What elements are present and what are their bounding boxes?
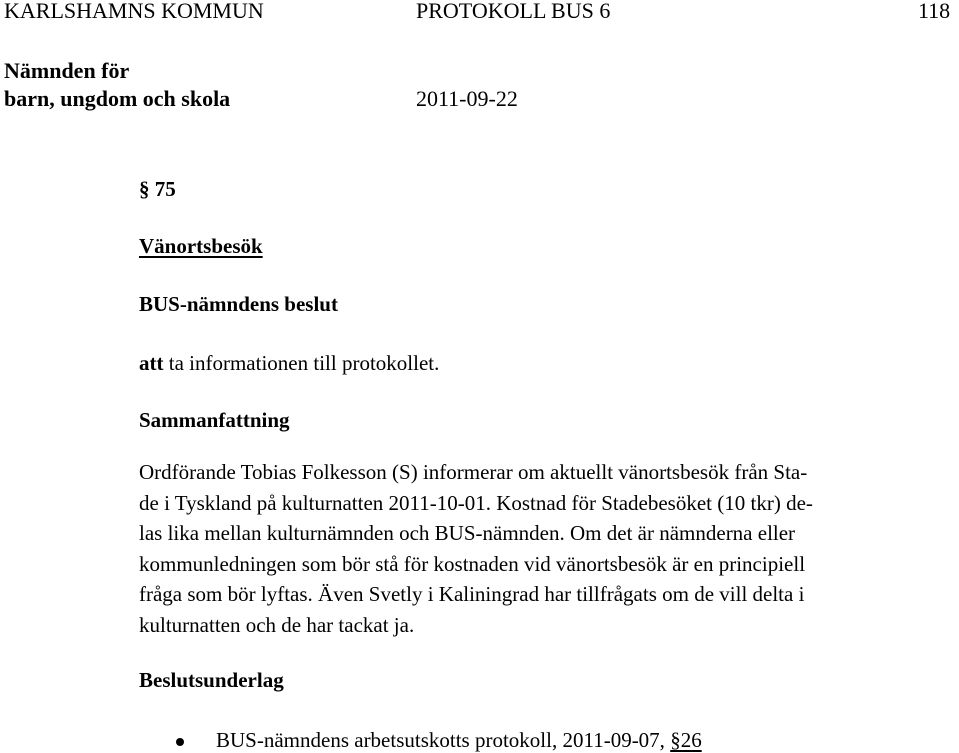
header-doc-title: PROTOKOLL BUS 6 xyxy=(416,0,611,23)
decision-att: att xyxy=(139,351,164,375)
bullet-icon xyxy=(176,738,184,746)
header-committee-line1: Nämnden för xyxy=(4,58,130,83)
decision-heading: BUS-nämndens beslut xyxy=(139,292,338,316)
basis-item-ref: §26 xyxy=(670,728,702,752)
header-org: KARLSHAMNS KOMMUN xyxy=(4,0,264,23)
summary-line: fråga som bör lyftas. Även Svetly i Kaliningrad har tillfrågats om de vill delta i xyxy=(139,582,805,607)
section-title: Vänortsbesök xyxy=(139,234,263,258)
paragraph-number: § 75 xyxy=(139,177,176,201)
summary-heading: Sammanfattning xyxy=(139,408,290,432)
summary-line: kommunledningen som bör stå för kostnaden vid vänortsbesök är en principiell xyxy=(139,551,806,576)
basis-item-text: BUS-nämndens arbetsutskotts protokoll, 2011-09-07, xyxy=(216,728,671,752)
header-committee-line2: barn, ungdom och skola xyxy=(4,86,231,111)
decision-text xyxy=(139,350,439,376)
summary-paragraph xyxy=(139,457,941,641)
basis-heading: Beslutsunderlag xyxy=(139,668,284,692)
summary-line: Ordförande Tobias Folkesson (S) informerar om aktuellt vänortsbesök från Sta- xyxy=(139,460,808,484)
summary-line: kulturnatten och de har tackat ja. xyxy=(139,612,415,637)
basis-list-item xyxy=(216,727,702,753)
decision-body: ta informationen till protokollet. xyxy=(163,351,440,375)
summary-line: de i Tyskland på kulturnatten 2011-10-01. Kostnad för Stadebesöket (10 tkr) de- xyxy=(139,490,813,515)
header-date: 2011-09-22 xyxy=(416,86,518,111)
header-page-number: 118 xyxy=(918,0,951,23)
summary-line: las lika mellan kulturnämnden och BUS-nämnden. Om det är nämnderna eller xyxy=(139,521,796,546)
